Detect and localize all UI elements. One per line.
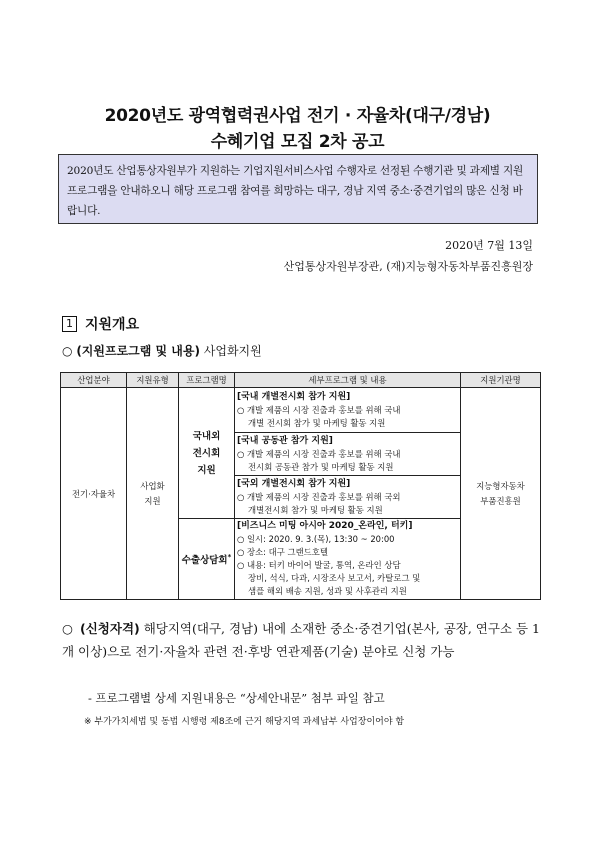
program-name: 수출상담회 — [181, 555, 228, 567]
program-cell-exhibition: 국내외 전시회 지원 — [179, 388, 235, 519]
bullet-circle: ○ — [62, 344, 73, 358]
detail-line: 장비, 석식, 다과, 시장조사 보고서, 카탈로그 및 — [237, 573, 421, 583]
page-title-line2: 수혜기업 모집 2차 공고 — [210, 132, 385, 152]
header-cell: 지원유형 — [127, 373, 179, 388]
section-heading — [62, 314, 139, 334]
notice-box: 2020년도 산업통상자원부가 지원하는 기업지원서비스사업 수행자로 선정된 수행기관 및 과제별 지원 프로그램을 안내하오니 해당 프로그램 참여를 희망하는 대구, 경남 지역 중소·중견기업의 많은 신청 바랍니다. — [58, 154, 538, 224]
program-table — [60, 372, 541, 600]
detail-line: ○ 개발 제품의 시장 진출과 홍보를 위해 국외 — [237, 491, 401, 502]
detail-line: 샘플 해외 배송 지원, 성과 및 사후관리 지원 — [237, 586, 407, 596]
detail-line: 전시회 공동관 참가 및 마케팅 활동 지원 — [237, 461, 394, 472]
section-number: 1 — [62, 316, 77, 332]
section-title: 지원개요 — [85, 317, 140, 333]
table-header-row — [61, 373, 541, 388]
footnote: ※ 부가가치세법 및 동법 시행령 제8조에 근거 해당지역 과세납부 사업장이어야 함 — [84, 717, 405, 727]
table-row — [61, 388, 541, 433]
header-cell: 프로그램명 — [179, 373, 235, 388]
detail-cell — [235, 476, 461, 519]
subheading-text: 사업화지원 — [199, 344, 262, 358]
subheading-label: (지원프로그램 및 내용) — [76, 344, 200, 358]
detail-line: ○ 개발 제품의 시장 진출과 홍보를 위해 국내 — [237, 404, 401, 415]
bullet-circle: ○ — [62, 621, 73, 636]
detail-heading: [국내 개별전시회 참가 지원] — [237, 391, 351, 402]
header-cell: 산업분야 — [61, 373, 127, 388]
program-subheading — [62, 342, 262, 359]
eligibility-paragraph — [62, 617, 542, 663]
detail-heading: [국내 공동관 참가 지원] — [237, 435, 333, 446]
eligibility-label: (신청자격) — [80, 621, 140, 636]
header-cell: 세부프로그램 및 내용 — [235, 373, 461, 388]
detail-heading: [국외 개별전시회 참가 지원] — [237, 478, 351, 489]
detail-line: ○ 장소: 대구 그랜드호텔 — [237, 547, 328, 557]
detail-heading: [비즈니스 미팅 아시아 2020_온라인, 터키] — [237, 521, 413, 531]
notice-date: 2020년 7월 13일 — [445, 239, 533, 252]
detail-line: ○ 내용: 터키 바이어 발굴, 통역, 온라인 상담 — [237, 560, 401, 570]
eligibility-text: 해당지역(대구, 경남) 내에 소재한 중소·중견기업(본사, 공장, 연구소 등 1개 이상)으로 전기·자율차 관련 전·후방 연관제품(기술) 분야로 신청 가능 — [62, 621, 540, 659]
detail-line: ○ 일시: 2020. 9. 3.(목), 13:30 ~ 20:00 — [237, 534, 395, 544]
program-cell-export — [179, 519, 235, 600]
detail-line: ○ 개발 제품의 시장 진출과 홍보를 위해 국내 — [237, 448, 401, 459]
header-cell: 지원기관명 — [461, 373, 541, 388]
support-type-cell: 사업화 지원 — [127, 388, 179, 600]
attachment-reference: - 프로그램별 상세 지원내용은 “상세안내문” 첨부 파일 참고 — [88, 691, 385, 705]
detail-cell — [235, 519, 461, 600]
agency-cell: 지능형자동차 부품진흥원 — [461, 388, 541, 600]
issuing-organization: 산업통상자원부장관, (재)지능형자동차부품진흥원장 — [283, 260, 533, 273]
detail-cell — [235, 388, 461, 433]
detail-cell — [235, 433, 461, 476]
detail-line: 개별 전시회 참가 및 마케팅 활동 지원 — [237, 417, 386, 428]
page-title-line1: 2020년도 광역협력권사업 전기 · 자율차(대구/경남) — [104, 106, 491, 126]
footnote-mark: * — [227, 552, 232, 561]
detail-line: 개별전시회 참가 및 마케팅 활동 지원 — [237, 504, 383, 515]
industry-cell: 전기·자율차 — [61, 388, 127, 600]
